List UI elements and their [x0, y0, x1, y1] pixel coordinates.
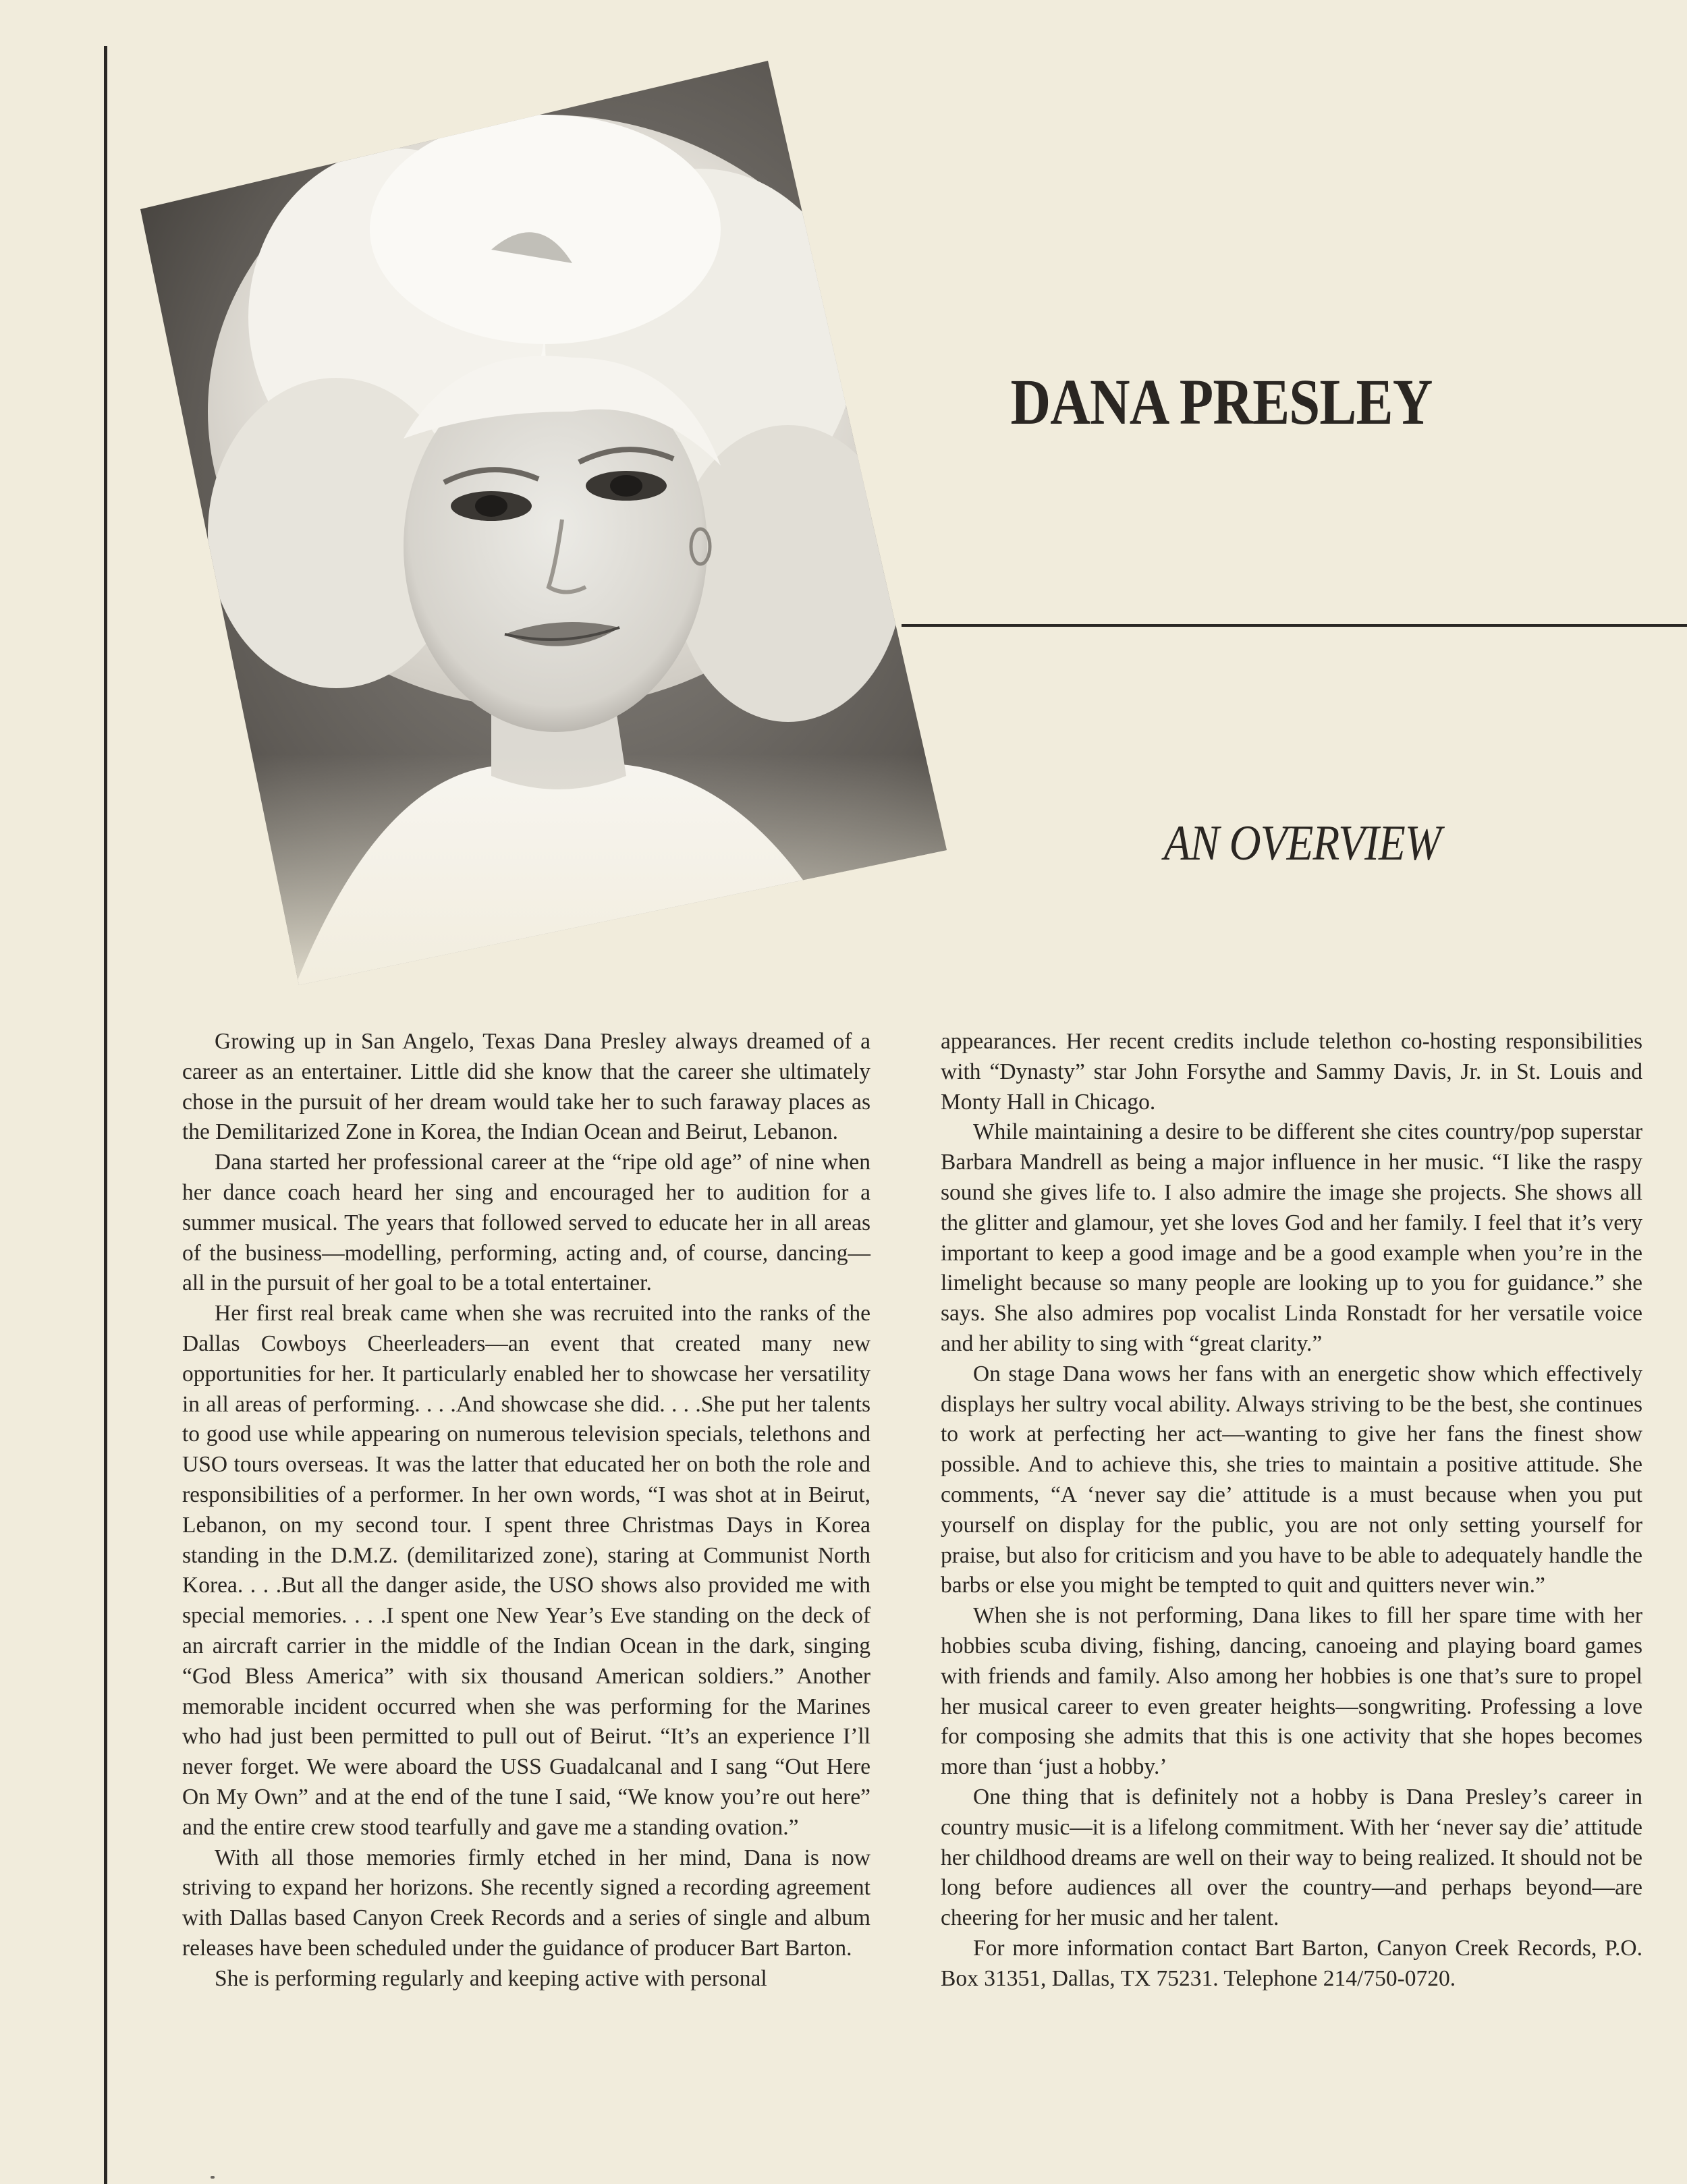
page-title: DANA PRESLEY: [1010, 366, 1433, 438]
paragraph: When she is not performing, Dana likes to fill her spare time with her hobbies scuba diving, fishing, dancing, canoeing and playing board games with friends and family. Also among her hobbies is one that’s sure to propel her musical career to even greater heights—songwriting. Professing a love for composing she admits that this is one activity that she hopes becomes more than ‘just a hobby.’: [941, 1603, 1642, 1780]
paragraph: On stage Dana wows her fans with an energetic show which effectively displays her sultry vocal ability. Always striving to be the best, she continues to work at perfecting her act—wanting to give her fans the finest show possible. And to achieve this, she tries to maintain a positive attitude. She comments, “A ‘never say die’ attitude is a must because when you put yourself on display for the public, you are not only setting yourself for praise, but also for criticism and you have to be able to adequately handle the barbs or else you might be tempted to quit and quitters never win.”: [941, 1361, 1642, 1598]
paragraph: She is performing regularly and keeping active with personal: [215, 1965, 767, 1991]
left-text-column: [182, 1027, 870, 1994]
right-text-column: [941, 1027, 1642, 1994]
paragraph: With all those memories firmly etched in her mind, Dana is now striving to expand her horizons. She recently signed a recording agreement with Dallas based Canyon Creek Records and a series of single and album releases have been scheduled under the guidance of producer Bart Barton.: [182, 1845, 870, 1961]
page-subtitle: AN OVERVIEW: [1163, 816, 1441, 871]
title-horizontal-rule: [902, 624, 1687, 627]
paragraph: One thing that is definitely not a hobby is Dana Presley’s career in country music—it is a lifelong commitment. With her ‘never say die’ attitude her childhood dreams are well on their way to being realized. It should not be long before audiences all over the country—and perhaps beyond—are cheering for her music and her talent.: [941, 1784, 1642, 1931]
paragraph: While maintaining a desire to be different she cites country/pop superstar Barbara Mandrell as being a major influence in her music. “I like the raspy sound she gives life to. I also admire the image she projects. She shows all the glitter and glamour, yet she loves God and her family. I feel that it’s very important to keep a good image and be a good example when you’re in the limelight because so many people are looking up to you for guidance.” she says. She also admires pop vocalist Linda Ronstadt for her versatile voice and her ability to sing with “great clarity.”: [941, 1119, 1642, 1356]
paragraph: Growing up in San Angelo, Texas Dana Presley always dreamed of a career as an entertainer. Little did she know that the career she ultimately chose in the pursuit of her dream would take her to such faraway places as the Demilitarized Zone in Korea, the Indian Ocean and Beirut, Lebanon.: [182, 1029, 870, 1145]
portrait-photo: [140, 61, 947, 985]
left-vertical-rule: [104, 46, 107, 2184]
print-speck: [211, 2176, 215, 2179]
paragraph: Dana started her professional career at the “ripe old age” of nine when her dance coach heard her sing and encouraged her to audition for a summer musical. The years that followed served to educate her in all areas of the business—modelling, performing, acting and, of course, dancing—all in the pursuit of her goal to be a total entertainer.: [182, 1150, 870, 1296]
paragraph-continuation: appearances. Her recent credits include telethon co-hosting responsibilities with “Dynasty” star John Forsythe and Sammy Davis, Jr. in St. Louis and Monty Hall in Chicago.: [941, 1029, 1642, 1115]
paragraph: Her first real break came when she was recruited into the ranks of the Dallas Cowboys Cheerleaders—an event that created many new opportunities for her. It particularly enabled her to showcase her versatility in all areas of performing. . . .And showcase she did. . . .She put her talents to good use while appearing on numerous television specials, telethons and USO tours overseas. It was the latter that educated her on both the role and responsibilities of a performer. In her own words, “I was shot at in Beirut, Lebanon, on my second tour. I spent three Christmas Days in Korea standing in the D.M.Z. (demilitarized zone), staring at Communist North Korea. . . .But all the danger aside, the USO shows also provided me with special memories. . . .I spent one New Year’s Eve standing on the deck of an aircraft carrier in the middle of the Indian Ocean in the dark, singing “God Bless America” with six thousand American soldiers.” Another memorable incident occurred when she was performing for the Marines who had just been permitted to pull out of Beirut. “It’s an experience I’ll never forget. We were aboard the USS Guadalcanal and I sang “Out Here On My Own” and at the end of the tune I said, “We know you’re out here” and the entire crew stood tearfully and gave me a standing ovation.”: [182, 1301, 870, 1840]
contact-paragraph: For more information contact Bart Barton, Canyon Creek Records, P.O. Box 31351, Dallas, TX 75231. Telephone 214/750-0720.: [941, 1935, 1642, 1991]
